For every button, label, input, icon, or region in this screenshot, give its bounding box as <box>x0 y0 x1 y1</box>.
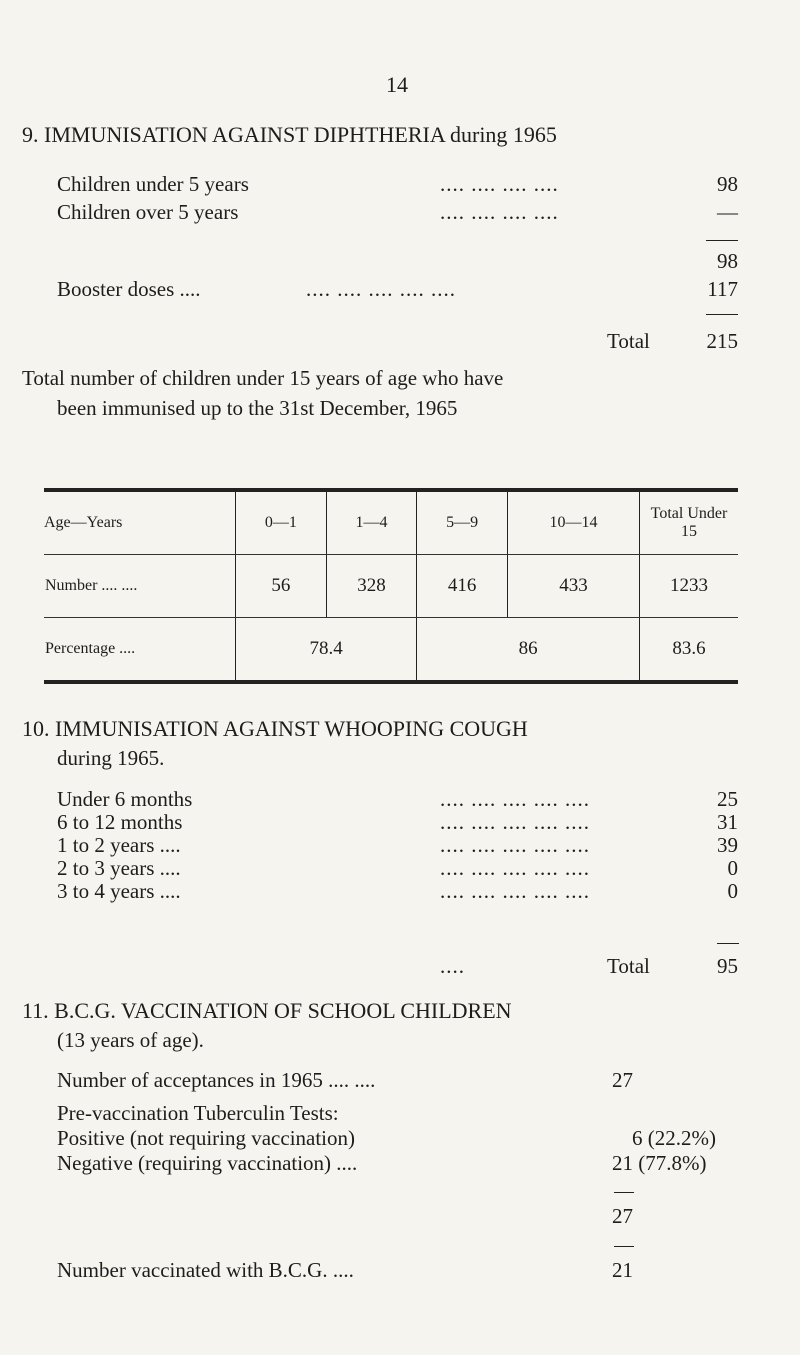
page-number: 14 <box>386 72 408 97</box>
acceptances-value: 27 <box>612 1068 633 1092</box>
leader-dots: .... .... .... .... .... <box>306 277 456 301</box>
header-cell: 1—4 <box>326 490 417 555</box>
cell: 78.4 <box>236 618 417 683</box>
acceptances-label: Number of acceptances in 1965 .... .... <box>57 1068 376 1092</box>
negative-label: Negative (requiring vaccination) .... <box>57 1151 358 1175</box>
vaccinated-value: 21 <box>612 1258 633 1282</box>
total-value: 95 <box>717 954 738 978</box>
row-label: 6 to 12 months <box>57 810 183 834</box>
header-cell: Age—Years <box>44 490 236 555</box>
header-cell: 10—14 <box>507 490 639 555</box>
vaccinated-label: Number vaccinated with B.C.G. .... <box>57 1258 354 1282</box>
row-value: — <box>717 200 738 224</box>
total-label: Total <box>607 329 650 353</box>
immunisation-table <box>44 488 738 684</box>
subtotal: 98 <box>717 249 738 273</box>
row-label: 2 to 3 years .... <box>57 856 181 880</box>
section-9-title: 9. IMMUNISATION AGAINST DIPHTHERIA during 1965 <box>22 122 557 147</box>
rule <box>614 1246 634 1247</box>
leader-dots: .... .... .... .... .... <box>440 833 590 857</box>
leader-dots: .... .... .... .... .... <box>440 856 590 880</box>
cell: 328 <box>326 555 417 618</box>
row-label: 3 to 4 years .... <box>57 879 181 903</box>
paragraph: Total number of children under 15 years of age who have <box>22 366 504 390</box>
row-value: 25 <box>717 787 738 811</box>
section-11-title: 11. B.C.G. VACCINATION OF SCHOOL CHILDREN <box>22 998 512 1023</box>
positive-label: Positive (not requiring vaccination) <box>57 1126 356 1150</box>
rule <box>706 314 738 315</box>
header-cell: Total Under 15 <box>640 490 739 555</box>
booster-label: Booster doses .... <box>57 277 201 301</box>
row-value: 0 <box>727 856 738 880</box>
cell: 1233 <box>640 555 739 618</box>
cell: 433 <box>507 555 639 618</box>
leader-dots: .... .... .... .... .... <box>440 879 590 903</box>
paragraph: been immunised up to the 31st December, 1965 <box>57 396 458 420</box>
row-label: Number .... .... <box>44 555 236 618</box>
row-value: 31 <box>717 810 738 834</box>
rule <box>706 240 738 241</box>
cell: 86 <box>417 618 640 683</box>
row-label: Under 6 months <box>57 787 193 811</box>
tests-heading: Pre-vaccination Tuberculin Tests: <box>57 1101 339 1125</box>
booster-value: 117 <box>707 277 738 301</box>
sum-value: 27 <box>612 1204 633 1228</box>
header-cell: 0—1 <box>236 490 327 555</box>
leader-dots: .... .... .... .... <box>440 172 559 196</box>
total-value: 215 <box>706 329 738 353</box>
row-value: 39 <box>717 833 738 857</box>
section-subtitle: (13 years of age). <box>57 1028 204 1052</box>
leader-dots: .... .... .... .... .... <box>440 787 590 811</box>
row-label: Children over 5 years <box>57 200 239 224</box>
row-value: 98 <box>717 172 738 196</box>
cell: 416 <box>417 555 508 618</box>
negative-value: 21 (77.8%) <box>612 1151 707 1175</box>
header-cell: 5—9 <box>417 490 508 555</box>
section-10-title: 10. IMMUNISATION AGAINST WHOOPING COUGH <box>22 716 528 741</box>
leader-dots: .... .... .... .... <box>440 200 559 224</box>
section-subtitle: during 1965. <box>57 746 165 770</box>
leader-dots: .... .... .... .... .... <box>440 810 590 834</box>
row-value: 0 <box>727 879 738 903</box>
cell: 56 <box>236 555 327 618</box>
rule <box>614 1192 634 1193</box>
rule <box>717 943 739 944</box>
positive-value: 6 (22.2%) <box>632 1126 716 1150</box>
row-label: Percentage .... <box>45 640 136 657</box>
row-label: Children under 5 years <box>57 172 249 196</box>
cell: 83.6 <box>640 618 739 683</box>
leader-dots: .... <box>440 954 465 978</box>
row-label: 1 to 2 years .... <box>57 833 181 857</box>
total-label: Total <box>607 954 650 978</box>
